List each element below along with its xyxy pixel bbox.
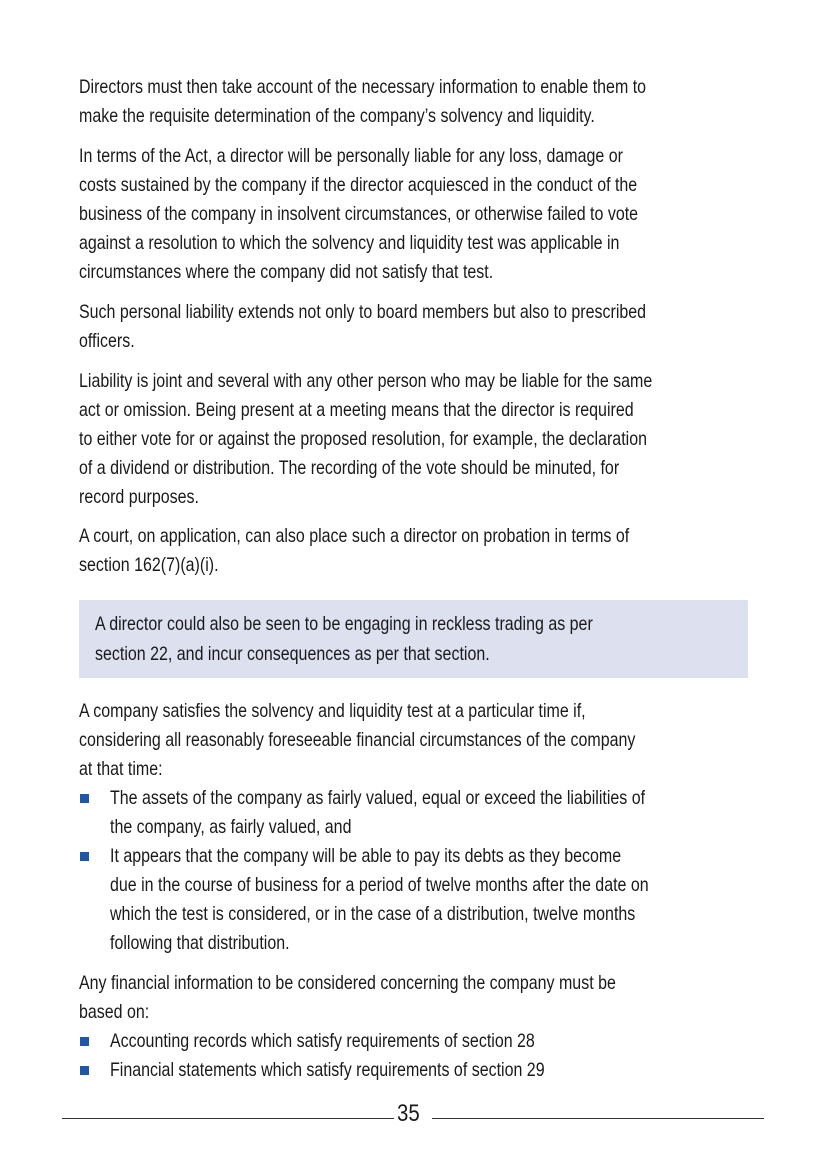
callout-text-line: A director could also be seen to be engaging in reckless trading as per [95,613,593,635]
list-item-line: The assets of the company as fairly valued, equal or exceed the liabilities of [110,787,646,809]
text-line: section 162(7)(a)(i). [79,554,219,576]
text-line: business of the company in insolvent circumstances, or otherwise failed to vote [79,203,639,225]
list-item-line: which the test is considered, or in the case of a distribution, twelve months [110,903,636,925]
text-line: based on: [79,1001,150,1023]
text-line: Liability is joint and several with any other person who may be liable for the same [79,370,653,392]
text-line: circumstances where the company did not satisfy that test. [79,261,494,283]
list-item-line: following that distribution. [110,932,290,954]
text-line: record purposes. [79,486,199,508]
square-bullet-icon [80,1037,89,1046]
text-line: against a resolution to which the solvency and liquidity test was applicable in [79,232,620,254]
text-line: A company satisfies the solvency and liquidity test at a particular time if, [79,700,586,722]
text-line: Such personal liability extends not only to board members but also to prescribed [79,301,647,323]
list-item-line: It appears that the company will be able to pay its debts as they become [110,845,622,867]
text-line: Any financial information to be considered concerning the company must be [79,972,616,994]
page-number: 35 [397,1100,420,1127]
text-line: A court, on application, can also place such a director on probation in terms of [79,525,630,547]
text-line: considering all reasonably foreseeable financial circumstances of the company [79,729,636,751]
square-bullet-icon [80,852,89,861]
list-item-line: Accounting records which satisfy requirements of section 28 [110,1030,535,1052]
text-line: of a dividend or distribution. The recording of the vote should be minuted, for [79,457,620,479]
text-line: costs sustained by the company if the director acquiesced in the conduct of the [79,174,638,196]
text-line: officers. [79,330,135,352]
square-bullet-icon [80,1066,89,1075]
footer-rule-left [62,1118,394,1119]
square-bullet-icon [80,794,89,803]
list-item-line: due in the course of business for a period of twelve months after the date on [110,874,649,896]
text-line: make the requisite determination of the company’s solvency and liquidity. [79,105,595,127]
text-line: Directors must then take account of the necessary information to enable them to [79,76,647,98]
text-line: In terms of the Act, a director will be personally liable for any loss, damage or [79,145,623,167]
list-item-line: the company, as fairly valued, and [110,816,352,838]
text-line: at that time: [79,758,163,780]
text-line: act or omission. Being present at a meeting means that the director is required [79,399,634,421]
text-line: to either vote for or against the proposed resolution, for example, the declaration [79,428,647,450]
footer-rule-right [432,1118,764,1119]
callout-text-line: section 22, and incur consequences as per that section. [95,643,490,665]
list-item-line: Financial statements which satisfy requirements of section 29 [110,1059,545,1081]
